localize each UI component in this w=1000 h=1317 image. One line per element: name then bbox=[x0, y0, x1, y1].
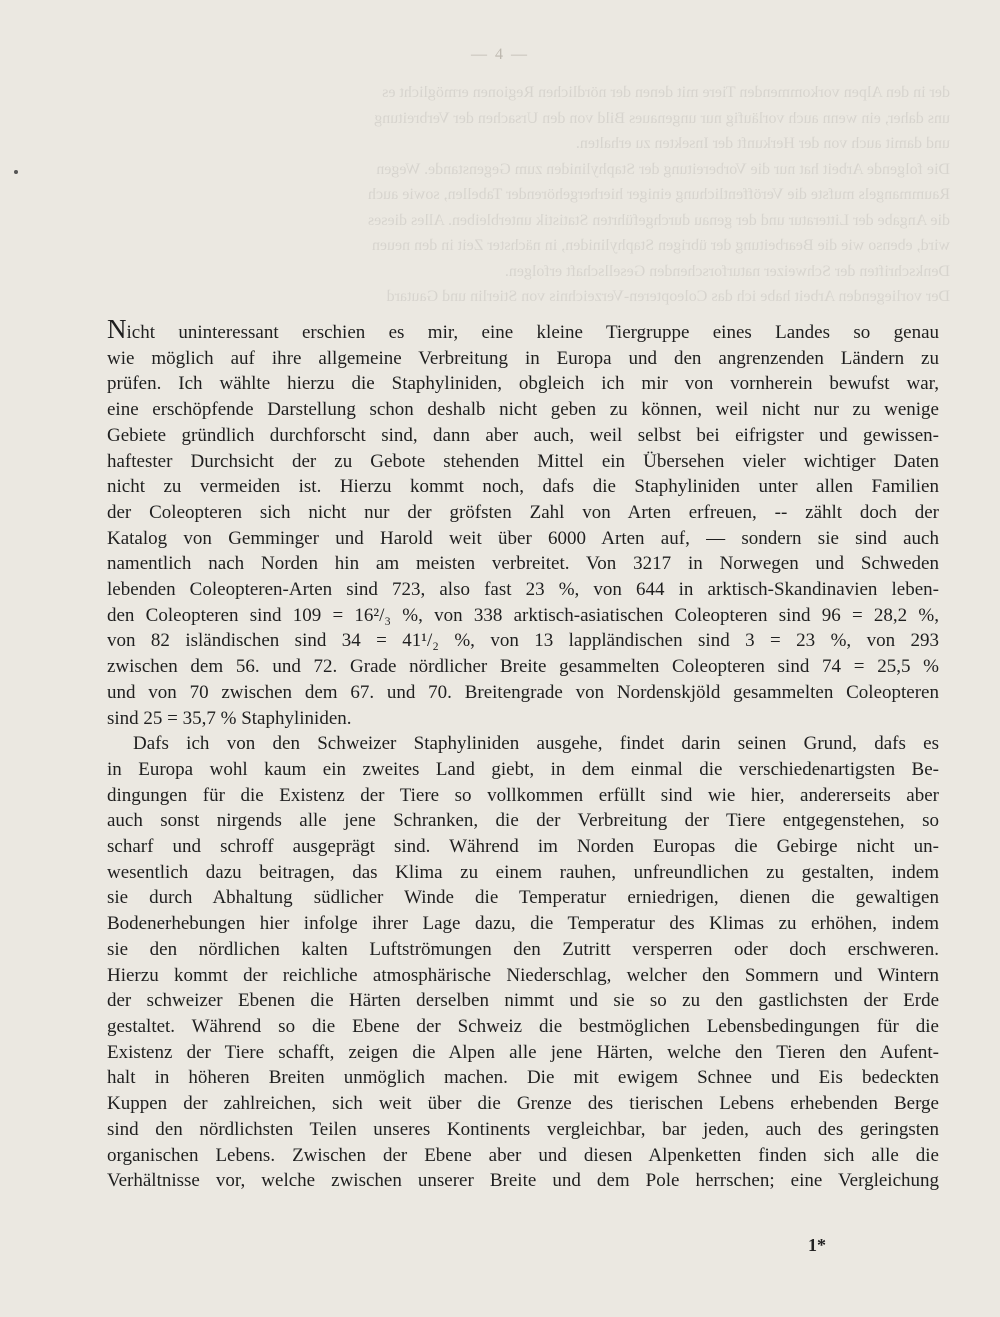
text-line: in Europa wohl kaum ein zweites Land giebt, in dem einmal die verschiedenartigsten Be- bbox=[107, 758, 939, 780]
text-line: der schweizer Ebenen die Härten derselben nimmt und sie so zu den gastlichsten der Erde bbox=[107, 990, 939, 1012]
text-line bbox=[107, 314, 939, 346]
text-line: gestaltet. Während so die Ebene der Schweiz die bestmöglichen Lebensbedingungen für die bbox=[107, 1015, 939, 1037]
text-line: Gebiete gründlich durchforscht sind, dann aber auch, weil selbst bei eifrigster und gewissen- bbox=[107, 424, 939, 446]
text-line: halt in höheren Breiten unmöglich machen. Die mit ewigem Schnee und Eis bedeckten bbox=[107, 1067, 939, 1089]
bleed-line: uns daher, ein wenn auch vorläufig nur ungenaues Bild von den Ursachen der Verbreitung bbox=[374, 109, 950, 127]
text-line: haftester Durchsicht der zu Gebote stehenden Mittel ein Übersehen vieler wichtiger Daten bbox=[107, 450, 939, 472]
bleed-line: Denkschriften der Schweizer naturforschenden Gesellschaft erfolgen. bbox=[504, 262, 950, 280]
text-line: dingungen für die Existenz der Tiere so vollkommen erfüllt sind wie hier, andererseits aber bbox=[107, 784, 939, 806]
text-line: nicht zu vermeiden ist. Hierzu kommt noch, dafs die Staphyliniden unter allen Familien bbox=[107, 476, 939, 498]
text-line: lebenden Coleopteren-Arten sind 723, also fast 23 %, von 644 in arktisch-Skandinavien leben- bbox=[107, 579, 939, 601]
text-line: auch sonst nirgends alle jene Schranken, die der Verbreitung der Tiere entgegenstehen, so bbox=[107, 810, 939, 832]
bleed-line: Die folgende Arbeit hat nur die Vorbereitung der Staphyliniden zum Gegenstande. Wegen bbox=[376, 160, 950, 178]
text-line: wesentlich dazu beitragen, das Klima zu einem rauhen, unfreundlichen zu gestalten, indem bbox=[107, 861, 939, 883]
text-line: Existenz der Tiere schafft, zeigen die Alpen alle jene Härten, welche den Tieren den Aufent- bbox=[107, 1041, 939, 1063]
text-line: den Coleopteren sind 109 = 16²/₃ %, von 338 arktisch-asiatischen Coleopteren sind 96 = 28,2 %, bbox=[107, 604, 939, 626]
text-line: von 82 isländischen sind 34 = 41¹/₂ %, von 13 lappländischen sind 3 = 23 %, von 293 bbox=[107, 630, 939, 652]
text-line: sie den nördlichen kalten Luftströmungen den Zutritt versperren oder doch erschweren. bbox=[107, 938, 939, 960]
text-line: sie durch Abhaltung südlicher Winde die Temperatur erniedrigen, dienen die gewaltigen bbox=[107, 887, 939, 909]
text-line: sind 25 = 35,7 % Staphyliniden. bbox=[107, 707, 352, 729]
text-line: organischen Lebens. Zwischen der Ebene aber und diesen Alpenketten finden sich alle die bbox=[107, 1144, 939, 1166]
text-line-content: icht uninteressant erschien es mir, eine kleine Tiergruppe eines Landes so genau bbox=[126, 322, 939, 343]
text-line: Dafs ich von den Schweizer Staphyliniden ausgehe, findet darin seinen Grund, dafs es bbox=[133, 733, 939, 755]
text-line: wie möglich auf ihre allgemeine Verbreitung in Europa und den angrenzenden Ländern zu bbox=[107, 347, 939, 369]
text-line: Hierzu kommt der reichliche atmosphärische Niederschlag, welcher den Sommern und Wintern bbox=[107, 964, 939, 986]
bleed-line: wird, ebenso wie die Bearbeitung der übrigen Staphyliniden, in nächster Zeit in den neuen bbox=[371, 237, 950, 254]
bleed-line: Der vorliegenden Arbeit habe ich das Coleopteren-Verzeichnis von Stierlin und Gautard bbox=[386, 288, 950, 305]
body-text bbox=[107, 314, 939, 1194]
bleed-line: Raummangels mufste die Veröffentlichung einiger hierhergehörender Tabellen, sowie auch bbox=[368, 186, 950, 203]
text-line: Verhältnisse vor, welche zwischen unserer Breite und dem Pole herrschen; eine Vergleichung bbox=[107, 1170, 939, 1192]
text-line: prüfen. Ich wählte hierzu die Staphyliniden, obgleich ich mir von vornherein bewufst war, bbox=[107, 373, 939, 395]
text-line: scharf und schroff ausgeprägt sind. Während im Norden Europas die Gebirge nicht un- bbox=[107, 836, 939, 858]
drop-cap: N bbox=[107, 314, 127, 344]
bleed-line: die Angabe der Litteratur und der genau durchgeführten Statistik unterbleiben. Alles dieses bbox=[367, 211, 950, 229]
text-line: Kuppen der zahlreichen, sich weit über die Grenze des tierischen Lebens erhebenden Berge bbox=[107, 1093, 939, 1115]
bleed-line: und damit auch von der Herkunft der Insekten zu erhalten. bbox=[575, 135, 950, 152]
paragraph-1 bbox=[107, 314, 939, 731]
text-line: namentlich nach Norden hin am meisten verbreitet. Von 3217 in Norwegen und Schweden bbox=[107, 553, 939, 575]
text-line: Katalog von Gemminger und Harold weit über 6000 Arten auf, — sondern sie sind auch bbox=[107, 527, 939, 549]
bleed-through-text bbox=[100, 80, 950, 305]
text-line: Bodenerhebungen hier infolge ihrer Lage dazu, die Temperatur des Klimas zu erhöhen, indem bbox=[107, 913, 939, 935]
bleed-line: der in den Alpen vorkommenden Tiere mit denen der nördlichen Regionen ermöglicht es bbox=[382, 84, 950, 101]
bleed-through-page-number: — 4 — bbox=[471, 46, 529, 63]
text-line: zwischen dem 56. und 72. Grade nördlicher Breite gesammelten Coleopteren sind 74 = 25,5 % bbox=[107, 656, 939, 678]
signature-mark: 1* bbox=[808, 1235, 826, 1255]
text-line: eine erschöpfende Darstellung schon deshalb nicht geben zu können, weil nicht nur zu wenige bbox=[107, 399, 939, 421]
text-line: der Coleopteren sich nicht nur der gröfsten Zahl von Arten erfreuen, -- zählt doch der bbox=[107, 501, 939, 523]
paragraph-2 bbox=[107, 731, 939, 1194]
margin-speck bbox=[14, 170, 18, 174]
text-line: und von 70 zwischen dem 67. und 70. Breitengrade von Nordenskjöld gesammelten Coleopteren bbox=[107, 681, 939, 703]
text-line: sind den nördlichsten Teilen unseres Kontinents vergleichbar, bar jeden, auch des geringsten bbox=[107, 1118, 939, 1140]
